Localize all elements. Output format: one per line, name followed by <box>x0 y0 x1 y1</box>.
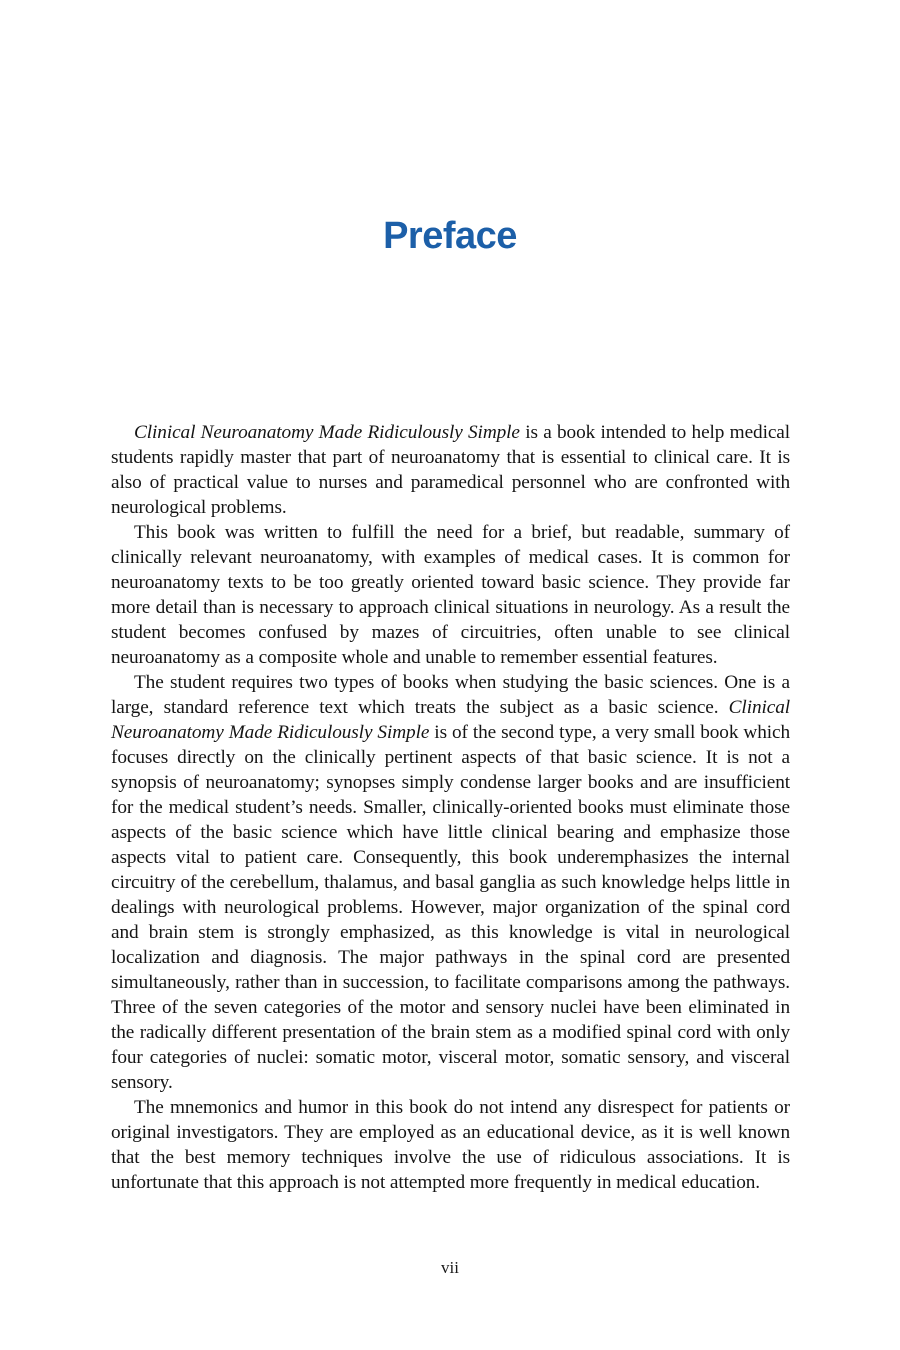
preface-body <box>111 420 790 1195</box>
book-title-italic: Clinical Neuroanatomy Made Ridiculously Simple <box>134 422 520 443</box>
paragraph-2 <box>111 520 790 670</box>
paragraph-3-text: is of the second type, a very small book which focuses directly on the clinically pertinent aspects of that basic science. It is not a synopsis of neuroanatomy; synopses simply condense larger books and are insufficient for the medical student’s needs. Smaller, clinically-oriented books must eliminate those aspects of the basic science which have little clinical bearing and emphasize those aspects vital to patient care. Consequently, this book underemphasizes the internal circuitry of the cerebellum, thalamus, and basal ganglia as such knowledge helps little in dealings with neurological problems. However, major organization of the spinal cord and brain stem is strongly emphasized, as this knowledge is vital in neurological localization and diagnosis. The major pathways in the spinal cord are presented simultaneously, rather than in succession, to facilitate comparisons among the pathways. Three of the seven categories of the motor and sensory nuclei have been eliminated in the radically different presentation of the brain stem as a modified spinal cord with only four categories of nuclei: somatic motor, visceral motor, somatic sensory, and visceral sensory. <box>111 722 791 1093</box>
paragraph-3-lead: The student requires two types of books when studying the basic sciences. One is a large, standard reference text which treats the subject as a basic science. <box>111 672 790 718</box>
page-number: vii <box>441 1258 459 1277</box>
paragraph-3 <box>111 670 790 1095</box>
paragraph-4-text: The mnemonics and humor in this book do not intend any disrespect for patients or original investigators. They are employed as an educational device, as it is well known that the best memory techniques involve the use of ridiculous associations. It is unfortunate that this approach is not attempted more frequently in medical education. <box>111 1097 790 1193</box>
book-title-italic: Clinical Neuroanatomy Made Ridiculously Simple <box>111 697 790 743</box>
paragraph-1 <box>111 420 790 520</box>
page-title: Preface <box>383 215 517 257</box>
paragraph-2-text: This book was written to fulfill the need for a brief, but readable, summary of clinically relevant neuroanatomy, with examples of medical cases. It is common for neuroanatomy texts to be too greatly oriented toward basic science. They provide far more detail than is necessary to approach clinical situations in neurology. As a result the student becomes confused by mazes of circuitries, often unable to see clinical neuroanatomy as a composite whole and unable to remember essential features. <box>111 522 790 668</box>
paragraph-4 <box>111 1095 790 1195</box>
paragraph-1-text: is a book intended to help medical students rapidly master that part of neuroanatomy that is essential to clinical care. It is also of practical value to nurses and paramedical personnel who are confronted with neurological problems. <box>111 422 790 518</box>
